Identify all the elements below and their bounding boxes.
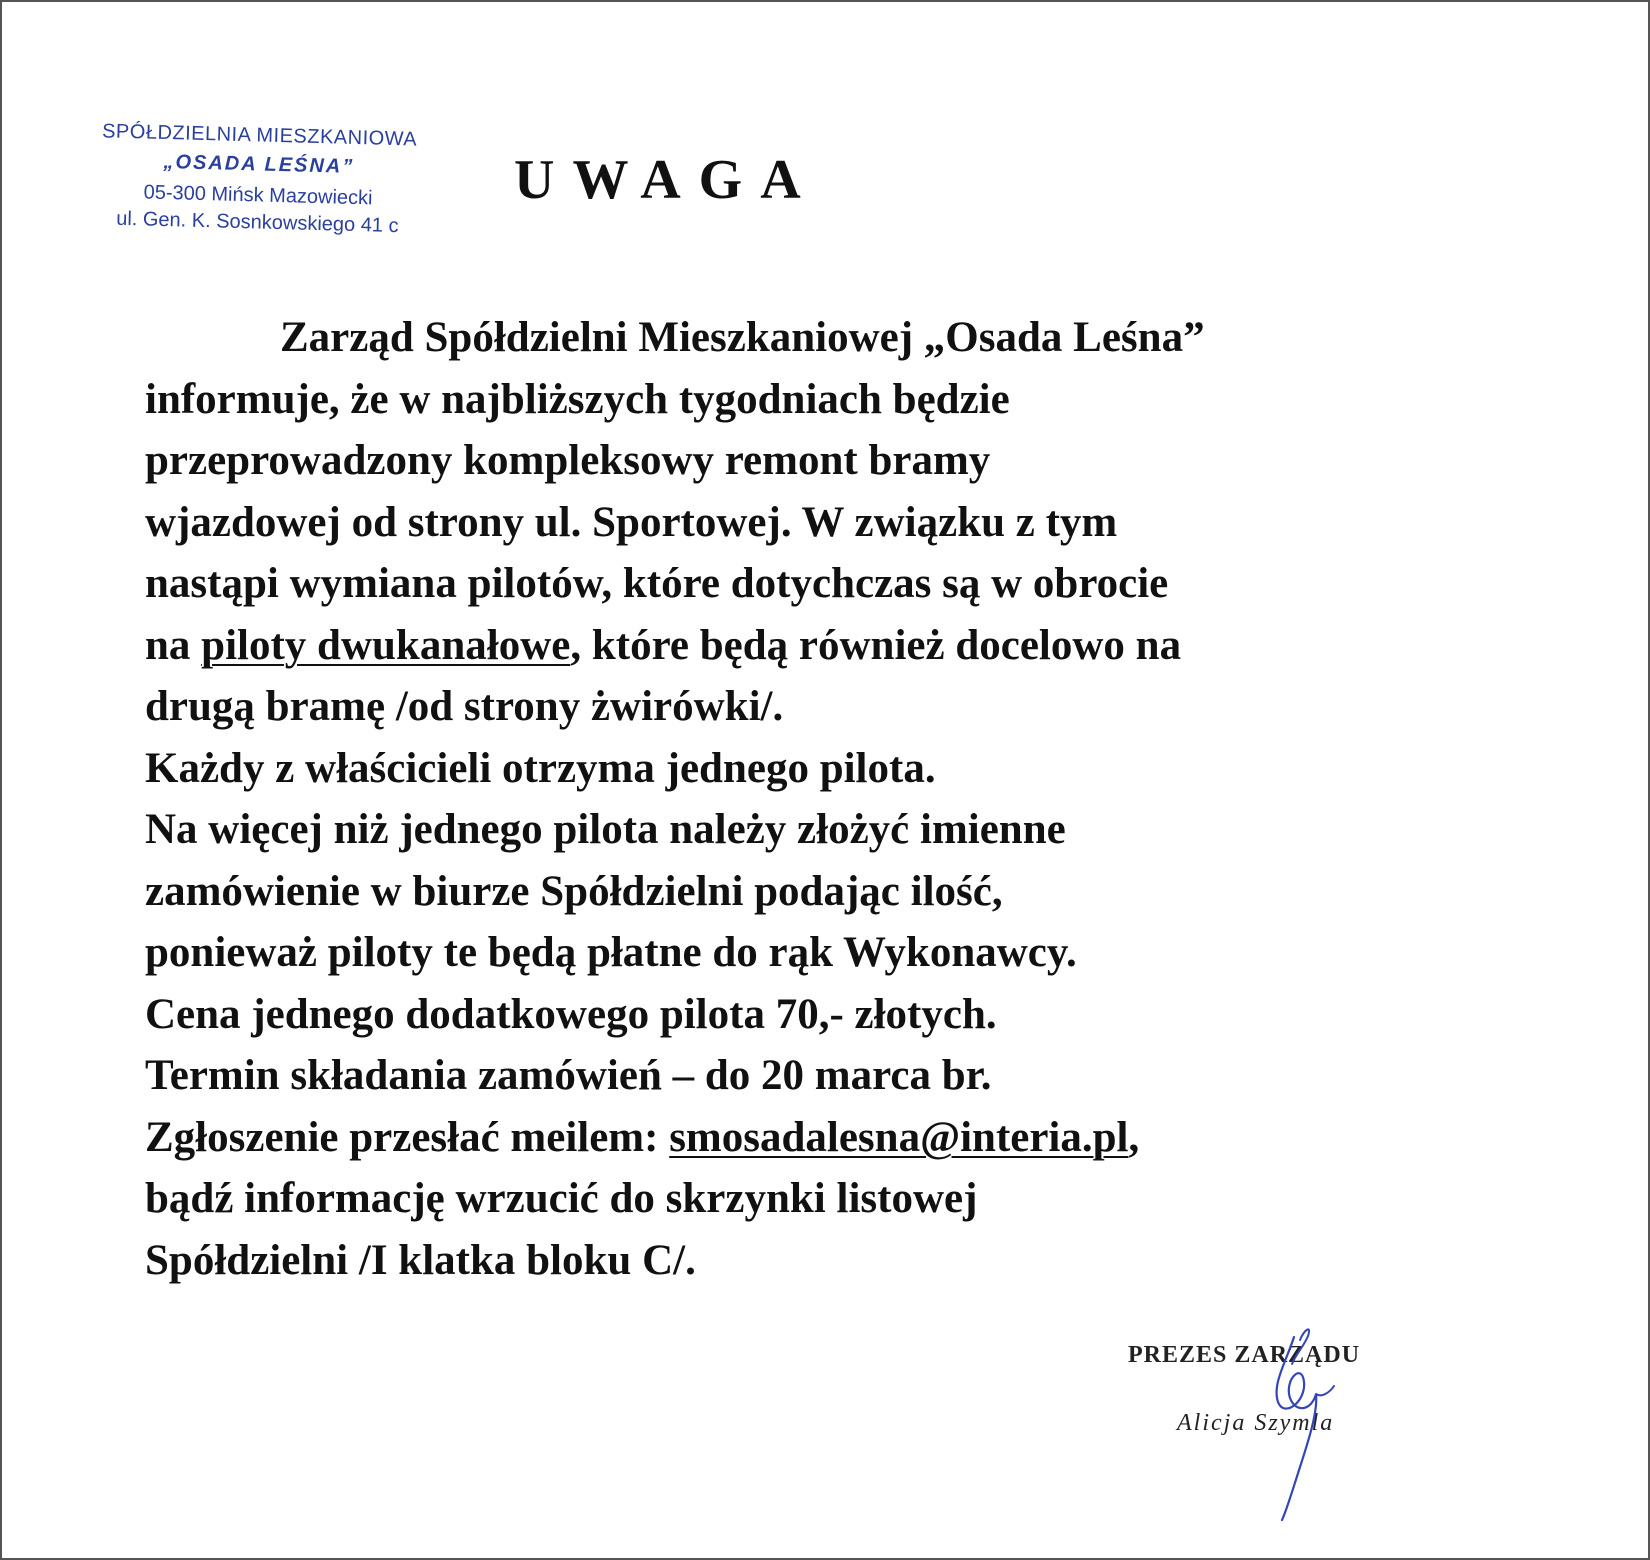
body-line: nastąpi wymiana pilotów, które dotychczas są w obrocie [145, 560, 1169, 607]
stamp-line-name: SPÓŁDZIELNIA MIESZKANIOWA [101, 120, 418, 151]
body-line: Termin składania zamówień – do 20 marca br. [145, 1052, 992, 1099]
signature-name: Alicja Szymla [1177, 1410, 1335, 1436]
body-line: Każdy z właścicieli otrzyma jednego pilota. [145, 744, 936, 792]
body-line: Spółdzielni /I klatka bloku C/. [145, 1236, 696, 1284]
body-line: bądź informację wrzucić do skrzynki listowej [145, 1175, 978, 1222]
notice-heading: UWAGA [514, 149, 819, 211]
body-line: Zarząd Spółdzielni Mieszkaniowej „Osada Leśna” [280, 314, 1205, 361]
handwritten-signature [1242, 1302, 1372, 1522]
body-line: Zgłoszenie przesłać meilem: [145, 1113, 670, 1161]
notice-body [145, 307, 1525, 1291]
body-line: przeprowadzony kompleksowy remont bramy [145, 437, 991, 484]
body-line: Na więcej niż jednego pilota należy złożyć imienne [145, 806, 1066, 853]
stamp-line-org: „OSADA LEŚNA” [163, 150, 355, 178]
body-line: zamówienie w biurze Spółdzielni podając ilość, [145, 867, 1003, 915]
body-line: informuje, że w najbliższych tygodniach będzie [145, 375, 1010, 423]
signature-title: PREZES ZARZĄDU [1128, 1342, 1361, 1368]
body-line: na [145, 621, 202, 669]
body-line: Cena jednego dodatkowego pilota 70,- złotych. [145, 990, 997, 1038]
body-line: wjazdowej od strony ul. Sportowej. W związku z tym [145, 498, 1118, 546]
body-line: , które będą również docelowo na [570, 621, 1182, 669]
stamp-line-city: 05-300 Mińsk Mazowiecki [143, 181, 373, 210]
underlined-remote-type: piloty dwukanałowe [201, 621, 571, 669]
body-line: ponieważ piloty te będą płatne do rąk Wykonawcy. [145, 929, 1077, 976]
email-link[interactable]: smosadalesna@interia.pl [669, 1113, 1129, 1161]
body-line: drugą bramę /od strony żwirówki/. [145, 683, 784, 730]
stamp-line-street: ul. Gen. K. Sosnkowskiego 41 c [115, 207, 399, 238]
body-line: , [1128, 1113, 1140, 1161]
cooperative-stamp [87, 120, 430, 239]
